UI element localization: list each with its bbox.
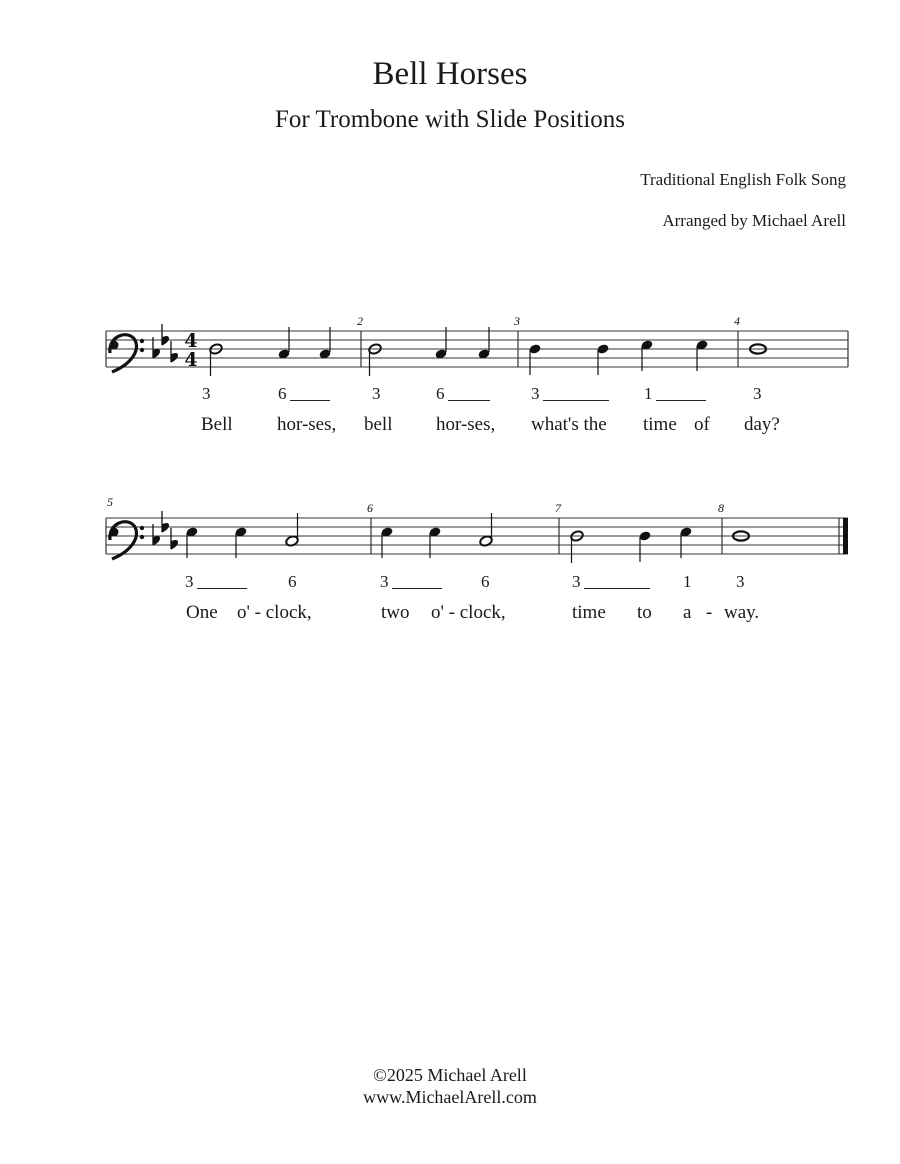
extender-line	[290, 400, 330, 401]
measure-number: 4	[734, 314, 740, 328]
lyric-syllable: way.	[724, 602, 760, 623]
key-signature-flats	[153, 511, 177, 549]
measure-number: 3	[514, 314, 520, 328]
lyric-syllable: two	[381, 602, 410, 623]
notes-measure-2	[368, 327, 491, 376]
lyric-syllable: hor-ses,	[277, 414, 337, 435]
slide-position: 3	[753, 384, 762, 403]
extender-line	[392, 588, 442, 589]
staff-lines	[106, 331, 848, 367]
measure-number: 8	[718, 501, 724, 515]
slide-position: 6	[288, 572, 297, 591]
measure-number: 5	[107, 495, 113, 509]
slide-position: 3	[572, 572, 581, 591]
key-signature-flats	[153, 324, 177, 362]
lyric-syllable: day?	[744, 414, 780, 435]
slide-position: 6	[278, 384, 287, 403]
measure-number: 6	[367, 501, 373, 515]
slide-position: 1	[644, 384, 653, 403]
title: Bell Horses	[372, 56, 528, 92]
lyric-syllable: of	[694, 414, 710, 435]
slide-position: 3	[380, 572, 389, 591]
final-barline	[843, 518, 848, 554]
measure-number: 2	[357, 314, 363, 328]
lyric-hyphen: -	[706, 602, 713, 623]
lyric-syllable: a	[683, 602, 692, 623]
extender-line	[448, 400, 490, 401]
slide-position: 1	[683, 572, 692, 591]
extender-line	[656, 400, 706, 401]
lyric-syllable: bell	[364, 414, 393, 435]
notes-measure-3	[528, 339, 708, 375]
lyric-syllable: what's the	[531, 414, 607, 435]
lyric-syllable: o' - clock,	[237, 602, 312, 623]
slide-position: 3	[185, 572, 194, 591]
slide-position: 3	[531, 384, 540, 403]
composer-credit: Traditional English Folk Song	[640, 170, 846, 189]
subtitle: For Trombone with Slide Positions	[274, 106, 626, 133]
time-signature	[184, 330, 197, 371]
lyric-syllable: to	[637, 602, 652, 623]
lyric-syllable: time	[572, 602, 606, 623]
staff-system-1	[106, 314, 848, 376]
slide-position: 3	[736, 572, 745, 591]
website-link[interactable]: www.MichaelArell.com	[363, 1087, 537, 1107]
lyric-syllable: o' - clock,	[431, 602, 506, 623]
measure-number: 7	[555, 501, 561, 515]
staff-lines	[106, 518, 848, 554]
extender-line	[584, 588, 650, 589]
time-signature-bottom: 4	[184, 349, 198, 371]
extender-line	[543, 400, 609, 401]
notes-measure-1	[209, 327, 332, 376]
slide-position: 3	[202, 384, 211, 403]
slide-position: 6	[481, 572, 490, 591]
extender-line	[197, 588, 247, 589]
slide-position: 6	[436, 384, 445, 403]
lyric-syllable: time	[643, 414, 677, 435]
time-signature-top: 4	[184, 330, 198, 352]
copyright-notice: ©2025 Michael Arell	[373, 1065, 527, 1085]
slide-position: 3	[372, 384, 381, 403]
lyric-syllable: hor-ses,	[436, 414, 496, 435]
staff-system-2	[106, 495, 848, 563]
lyric-syllable: Bell	[201, 414, 233, 435]
arranger-credit: Arranged by Michael Arell	[662, 211, 846, 230]
lyric-syllable: One	[186, 602, 218, 623]
